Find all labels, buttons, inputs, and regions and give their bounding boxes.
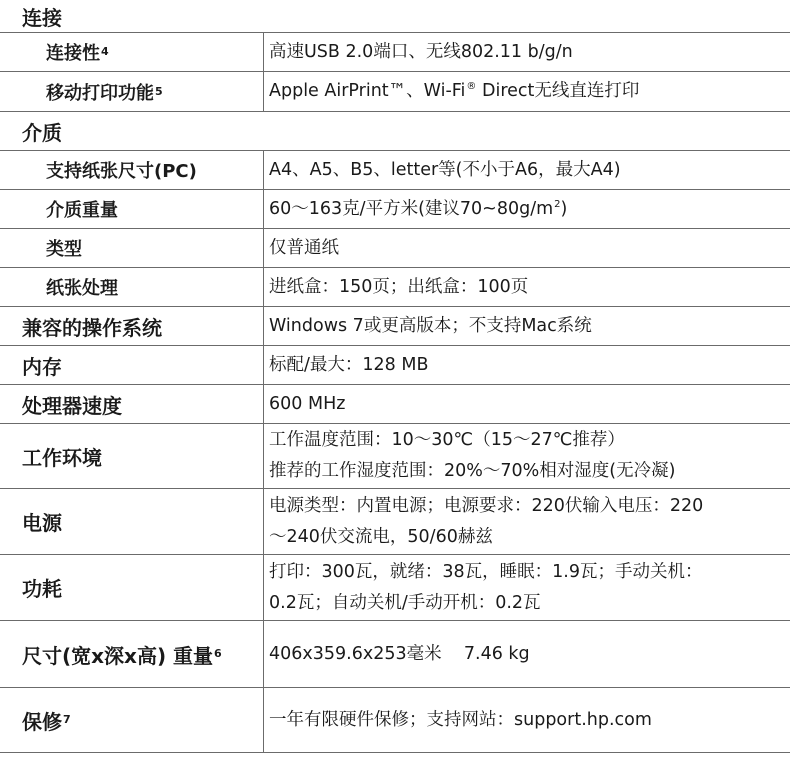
spec-value: 600 MHz bbox=[269, 393, 346, 414]
spec-label: 保修 7 bbox=[22, 709, 71, 734]
spec-row-paper-size bbox=[0, 151, 790, 190]
section-connectivity bbox=[0, 0, 790, 33]
spec-value: 一年有限硬件保修；支持网站：support.hp.com bbox=[269, 709, 652, 730]
spec-value: Apple AirPrint™、Wi-Fi® Direct无线直连打印 bbox=[269, 81, 640, 101]
spec-label: 介质重量 bbox=[46, 200, 118, 221]
spec-label: 连接性 4 bbox=[46, 43, 109, 64]
spec-value: 高速USB 2.0端口、无线802.11 b/g/n bbox=[269, 41, 573, 62]
spec-value: 仅普通纸 bbox=[269, 237, 339, 258]
spec-value: 标配/最大：128 MB bbox=[269, 354, 429, 375]
spec-row-memory bbox=[0, 346, 790, 385]
spec-label: 兼容的操作系统 bbox=[22, 315, 162, 340]
spec-row-warranty bbox=[0, 688, 790, 753]
spec-row-cpu bbox=[0, 385, 790, 424]
spec-label: 支持纸张尺寸(PC) bbox=[46, 161, 197, 182]
spec-row-type bbox=[0, 229, 790, 268]
spec-value: 进纸盒：150页；出纸盒：100页 bbox=[269, 276, 529, 297]
spec-row-power-consumption bbox=[0, 555, 790, 621]
spec-row-paper-handling bbox=[0, 268, 790, 307]
spec-value: 406x359.6x253毫米 7.46 kg bbox=[269, 643, 530, 664]
spec-value: 60～163克/平方米(建议$70\sim 80g/m^2$) bbox=[269, 198, 568, 219]
section-title: 连接 bbox=[22, 5, 62, 30]
spec-label: 尺寸(宽x深x高) 重量 6 bbox=[22, 643, 222, 668]
spec-label: 类型 bbox=[46, 239, 82, 260]
spec-row-media-weight bbox=[0, 190, 790, 229]
spec-value: 工作温度范围：10～30℃（15～27℃推荐） 推荐的工作湿度范围：20%～70%相对湿度(无冷凝) bbox=[269, 430, 676, 481]
spec-row-power bbox=[0, 489, 790, 555]
spec-row-dimensions bbox=[0, 621, 790, 688]
spec-row-environment bbox=[0, 424, 790, 489]
spec-row-mobile-print bbox=[0, 72, 790, 112]
spec-label: 电源 bbox=[22, 511, 62, 535]
spec-value: A4、A5、B5、letter等(不小于A6，最大A4) bbox=[269, 159, 621, 180]
spec-label: 功耗 bbox=[22, 577, 62, 601]
spec-label: 工作环境 bbox=[22, 445, 102, 470]
spec-label: 处理器速度 bbox=[22, 393, 122, 418]
section-title: 介质 bbox=[22, 120, 62, 145]
spec-row-os bbox=[0, 307, 790, 346]
section-media bbox=[0, 112, 790, 151]
spec-row-connectivity bbox=[0, 33, 790, 72]
spec-value: Windows 7或更高版本；不支持Mac系统 bbox=[269, 315, 592, 336]
spec-label: 移动打印功能 5 bbox=[46, 82, 163, 104]
spec-value: 打印：300瓦，就绪：38瓦，睡眠：1.9瓦；手动关机： 0.2瓦；自动关机/手动开机：0.2瓦 bbox=[269, 561, 703, 613]
spec-value: 电源类型：内置电源；电源要求：220伏输入电压：220 ～240伏交流电，50/60赫兹 bbox=[269, 495, 704, 547]
spec-label: 内存 bbox=[22, 354, 62, 379]
spec-label: 纸张处理 bbox=[46, 278, 118, 299]
